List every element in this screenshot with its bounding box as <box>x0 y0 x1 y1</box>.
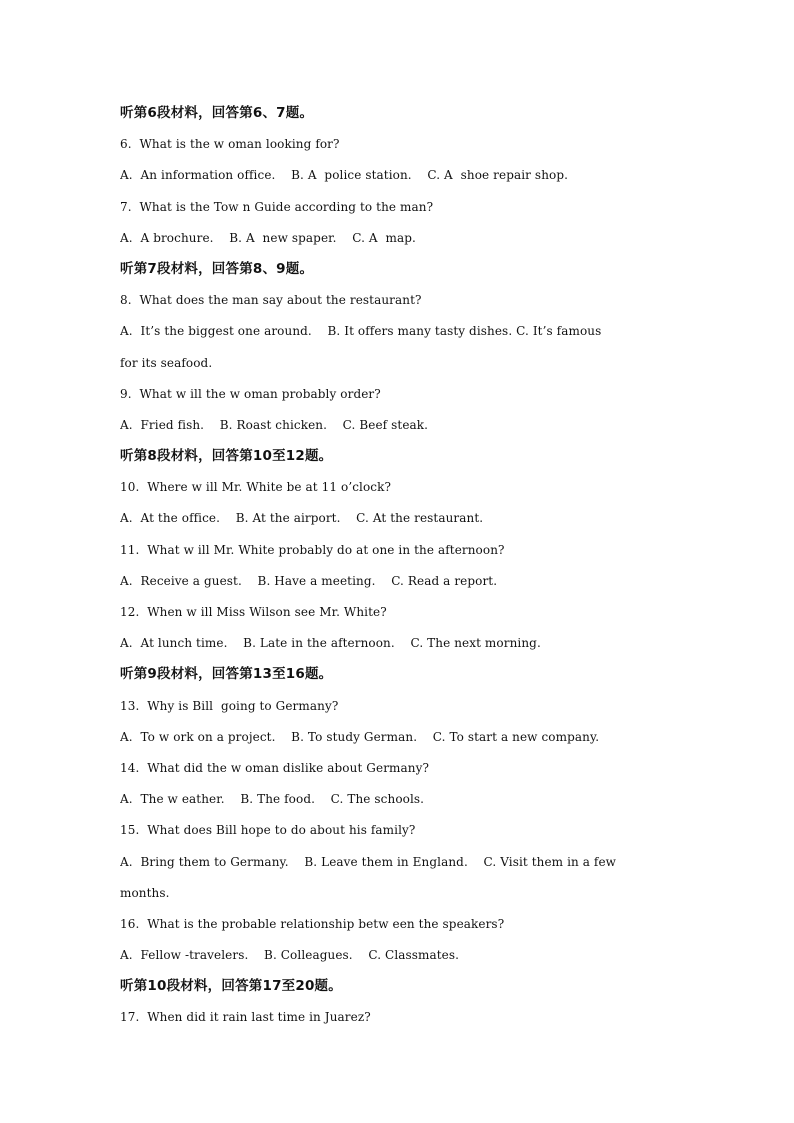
document-page <box>120 98 680 1034</box>
question-12: 12. When w ill Miss Wilson see Mr. White? <box>120 605 387 619</box>
question-7: 7. What is the Tow n Guide according to the man? <box>120 199 434 214</box>
options-10: A. At the office. B. At the airport. C. At the restaurant. <box>120 511 484 526</box>
question-8: 8. What does the man say about the restaurant? <box>120 293 422 308</box>
options-15: A. Bring them to Germany. B. Leave them in England. C. Visit them in a few <box>120 854 617 869</box>
question-11: 11. What w ill Mr. White probably do at one in the afternoon? <box>120 542 505 557</box>
question-16: 16. What is the probable relationship betw een the speakers? <box>120 916 505 931</box>
question-13: 13. Why is Bill going to Germany? <box>120 698 339 713</box>
options-8-continued: for its seafood. <box>120 355 213 370</box>
options-6: A. An information office. B. A police station. C. A shoe repair shop. <box>120 168 569 183</box>
question-14: 14. What did the w oman dislike about Germany? <box>120 760 430 775</box>
options-7: A. A brochure. B. A new spaper. C. A map. <box>120 230 416 245</box>
question-15: 15. What does Bill hope to do about his family? <box>120 823 416 838</box>
options-15-continued: months. <box>120 885 170 900</box>
options-16: A. Fellow -travelers. B. Colleagues. C. Classmates. <box>120 948 460 963</box>
options-13: A. To w ork on a project. B. To study German. C. To start a new company. <box>120 729 600 744</box>
options-14: A. The w eather. B. The food. C. The schools. <box>120 792 425 807</box>
options-12: A. At lunch time. B. Late in the afternoon. C. The next morning. <box>120 636 541 651</box>
question-17: 17. When did it rain last time in Juarez? <box>120 1010 371 1025</box>
options-8: A. It’s the biggest one around. B. It offers many tasty dishes. C. It’s famous <box>120 324 602 339</box>
section-heading-10: 听第10段材料，回答第17至20题。 <box>120 978 342 995</box>
section-heading-9: 听第9段材料，回答第13至16题。 <box>120 666 333 683</box>
section-heading-6: 听第6段材料，回答第6、7题。 <box>120 105 314 121</box>
question-9: 9. What w ill the w oman probably order? <box>120 386 381 401</box>
question-6: 6. What is the w oman looking for? <box>120 137 340 152</box>
section-heading-8: 听第8段材料，回答第10至12题。 <box>120 448 333 465</box>
options-11: A. Receive a guest. B. Have a meeting. C. Read a report. <box>120 573 498 588</box>
options-9: A. Fried fish. B. Roast chicken. C. Beef steak. <box>120 417 429 432</box>
question-10: 10. Where w ill Mr. White be at 11 o’clock? <box>120 480 392 495</box>
section-heading-7: 听第7段材料，回答第8、9题。 <box>120 260 314 277</box>
